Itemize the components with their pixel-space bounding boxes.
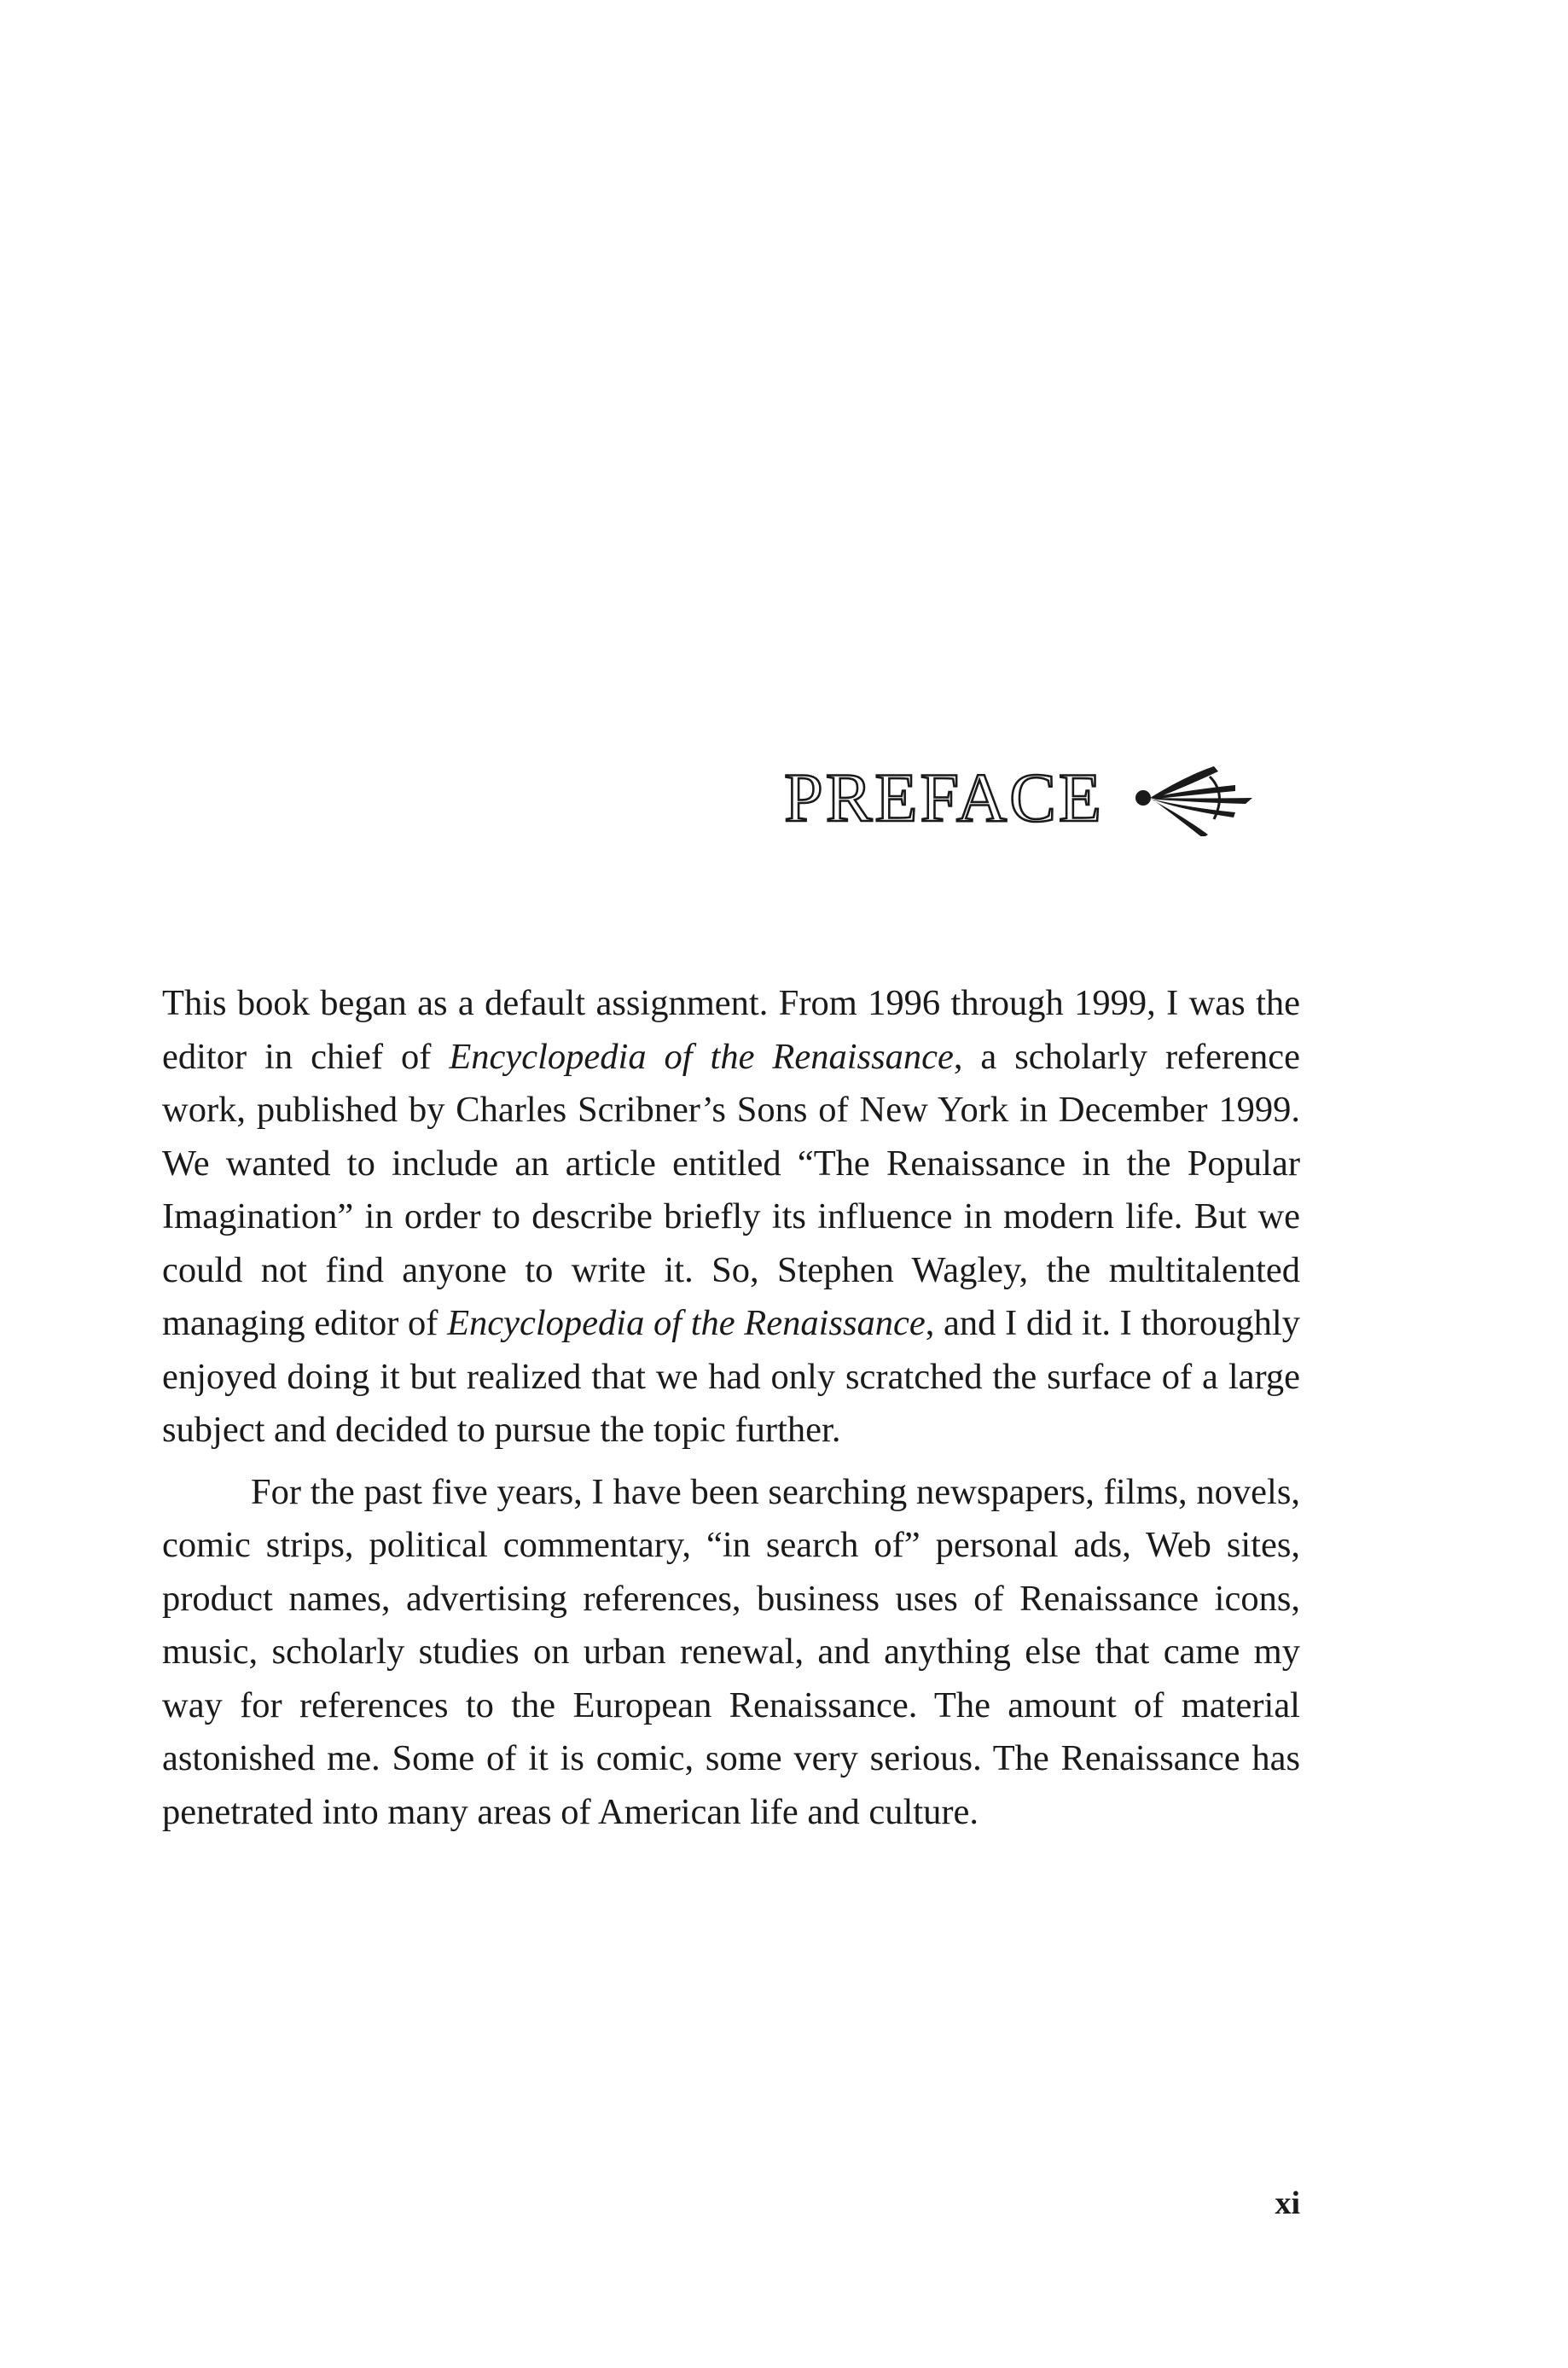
paragraph-text: For the past five years, I have been searching newspapers, films, novels, comic strips, political commentary, “in search of” personal ads, Web sites, product names, advertising references, business uses of Renaissance icons, music, scholarly studies on urban renewal, and anything else that came my way for references to the European Renaissance. The amount of material astonished me. Some of it is comic, some very serious. The Renaissance has penetrated into many areas of American life and culture.	[162, 1471, 1300, 1832]
body-paragraph	[162, 977, 1300, 1457]
fleuron-ornament-icon	[1133, 759, 1261, 836]
chapter-heading	[784, 751, 1261, 845]
italic-title-text: Encyclopedia of the Renaissance	[449, 1036, 954, 1077]
paragraph-text: , a scholarly reference work, published by Charles Scribner’s Sons of New York in December 1999. We wanted to include an article entitled “The Renaissance in the Popular Imagination” in order to describe briefly its influence in modern life. But we could not find anyone to write it. So, Stephen Wagley, the multitalented managing editor of	[162, 1036, 1300, 1343]
body-paragraph	[162, 1466, 1300, 1840]
preface-body	[162, 977, 1300, 1839]
italic-title-text: Encyclopedia of the Renaissance	[447, 1303, 926, 1343]
page-number: xi	[1275, 2185, 1300, 2221]
paragraph-text: This book began as a default assignment. From 1996 through 1999, I was the editor in chief of	[162, 983, 1300, 1077]
paragraph-text: , and I did it. I thoroughly enjoyed doing it but realized that we had only scratched the surface of a large subject and decided to pursue the topic further.	[162, 1303, 1300, 1450]
chapter-title: PREFACE	[784, 759, 1104, 836]
